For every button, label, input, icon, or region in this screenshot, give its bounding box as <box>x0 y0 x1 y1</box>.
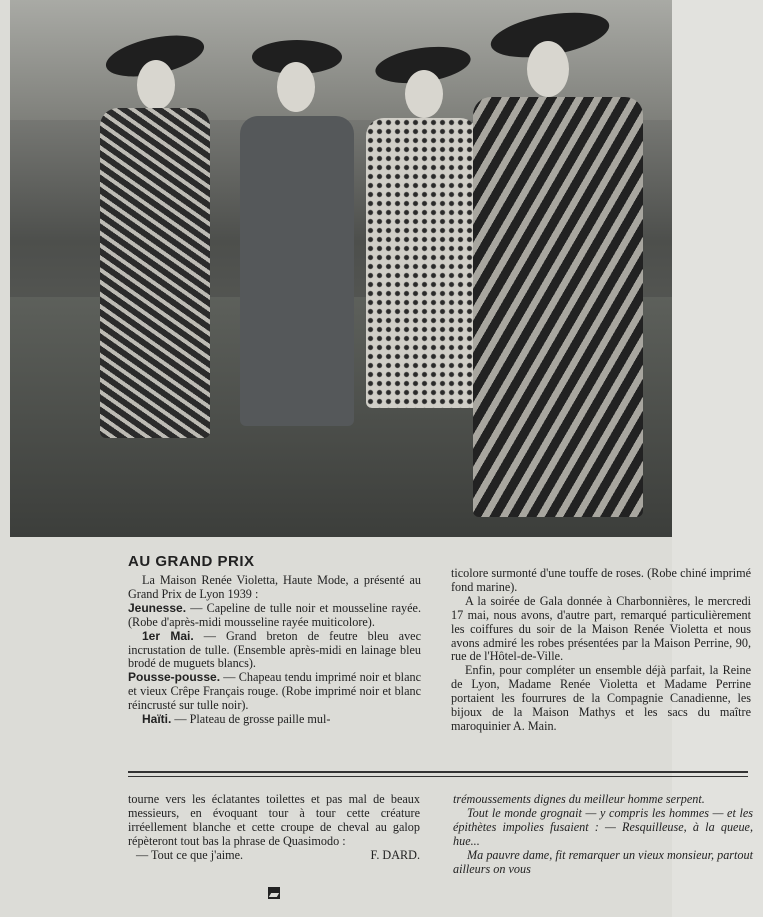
woman-4 <box>465 5 655 525</box>
story-paragraph: tourne vers les éclatantes toilettes et pas mal de beaux messieurs, en évoquant tour à tour cette créature irréellement blanche et cette croupe de cheval au galop répèteront tout bas la phrase de Quasimodo : <box>128 792 420 848</box>
fashion-photo <box>10 0 672 537</box>
page-margin <box>672 0 763 917</box>
story-paragraph-1: trémoussements dignes du meilleur homme serpent. <box>453 792 705 806</box>
story-paragraph-2: Tout le monde grognait — y compris les hommes — et les épithètes impolies fusaient : — Resquilleuse, à la queue, hue... <box>453 805 753 848</box>
paragraph-enfin: Enfin, pour compléter un ensemble déjà parfait, la Reine de Lyon, Madame Renée Violetta et Madame Perrine portaient les fourrures de la Compagnie Canadienne, les bijoux de la Maison Mathys et les sacs du maître maroquinier A. Main. <box>451 663 751 733</box>
paragraph-intro: La Maison Renée Violetta, Haute Mode, a présenté au Grand Prix de Lyon 1939 : <box>128 573 421 601</box>
story-column-left <box>128 793 420 863</box>
end-mark-logo <box>268 887 280 899</box>
woman-1 <box>95 20 215 520</box>
paragraph-continued: ticolore surmonté d'une touffe de roses. (Robe chiné imprimé fond marine). <box>451 566 751 594</box>
article-heading: AU GRAND PRIX <box>128 553 255 570</box>
article-column-1 <box>128 574 421 727</box>
story-closing-line <box>128 849 420 863</box>
paragraph-haiti: Haïti. — Plateau de grosse paille mul- <box>142 712 331 727</box>
quote-line: — Tout ce que j'aime. <box>136 847 244 862</box>
section-divider <box>128 771 748 777</box>
story-paragraph-3: Ma pauvre dame, fit remarquer un vieux monsieur, partout ailleurs on vous <box>453 847 753 876</box>
paragraph-1er-mai: 1er Mai. — Grand breton de feutre bleu avec incrustation de tulle. (Ensemble après-midi en lainage bleu brodé de muguets blancs). <box>128 628 421 671</box>
paragraph-jeunesse: Jeunesse. — Capeline de tulle noir et mousseline rayée. (Robe d'après-midi mousseline rayée muiticolore). <box>128 600 421 629</box>
story-column-right <box>453 793 753 876</box>
woman-2 <box>232 30 362 480</box>
paragraph-gala: A la soirée de Gala donnée à Charbonnières, le mercredi 17 mai, nous avons, d'autre part, remarqué particulièrement les coiffures du soir de la Maison Renée Violetta et nous avons admiré les robes présentées par la Maison Perrine, 90, rue de l'Hôtel-de-Ville. <box>451 593 751 664</box>
author-signature: F. DARD. <box>370 847 420 862</box>
article-column-2 <box>451 567 751 734</box>
paragraph-pousse-pousse: Pousse-pousse. — Chapeau tendu imprimé noir et blanc et vieux Crêpe Français rouge. (Robe imprimé noir et blanc réincrusté sur tulle noir). <box>128 670 421 713</box>
